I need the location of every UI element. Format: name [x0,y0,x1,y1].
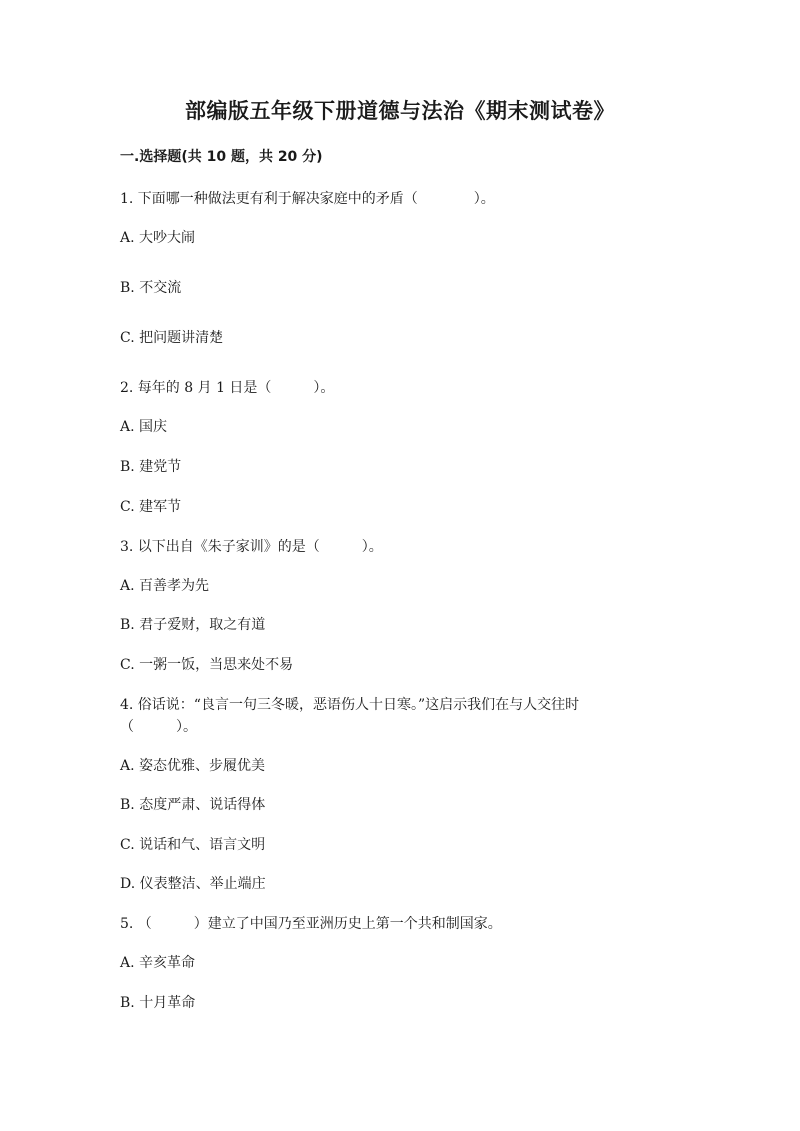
question-2-stem: 2. 每年的 8 月 1 日是（ ）。 [120,380,335,396]
question-3-option-c: C. 一粥一饭，当思来处不易 [120,657,294,673]
question-4-option-d: D. 仪表整洁、举止端庄 [120,876,266,892]
question-1-option-c: C. 把问题讲清楚 [120,330,224,346]
question-1-option-b: B. 不交流 [120,280,182,296]
question-3-option-b: B. 君子爱财，取之有道 [120,617,266,633]
page-title: 部编版五年级下册道德与法治《期末测试卷》 [185,99,615,123]
question-5-option-b: B. 十月革命 [120,995,196,1011]
question-4-stem-line-2: （ ）。 [120,719,197,735]
question-1-stem: 1. 下面哪一种做法更有利于解决家庭中的矛盾（ ）。 [120,191,495,207]
question-4-option-a: A. 姿态优雅、步履优美 [120,758,266,774]
question-4-option-b: B. 态度严肃、说话得体 [120,797,266,813]
question-2-option-c: C. 建军节 [120,499,182,515]
question-2-option-a: A. 国庆 [120,419,168,435]
question-3-option-a: A. 百善孝为先 [120,578,210,594]
question-4-option-c: C. 说话和气、语言文明 [120,837,266,853]
question-4-stem-line-1: 4. 俗话说：“良言一句三冬暖，恶语伤人十日寒。”这启示我们在与人交往时 [120,697,580,713]
question-5-stem: 5. （ ）建立了中国乃至亚洲历史上第一个共和制国家。 [120,916,502,932]
question-1-option-a: A. 大吵大闹 [120,230,196,246]
section-heading: 一.选择题(共 10 题，共 20 分) [120,149,323,165]
question-3-stem: 3. 以下出自《朱子家训》的是（ ）。 [120,539,383,555]
question-5-option-a: A. 辛亥革命 [120,955,196,971]
question-2-option-b: B. 建党节 [120,459,182,475]
